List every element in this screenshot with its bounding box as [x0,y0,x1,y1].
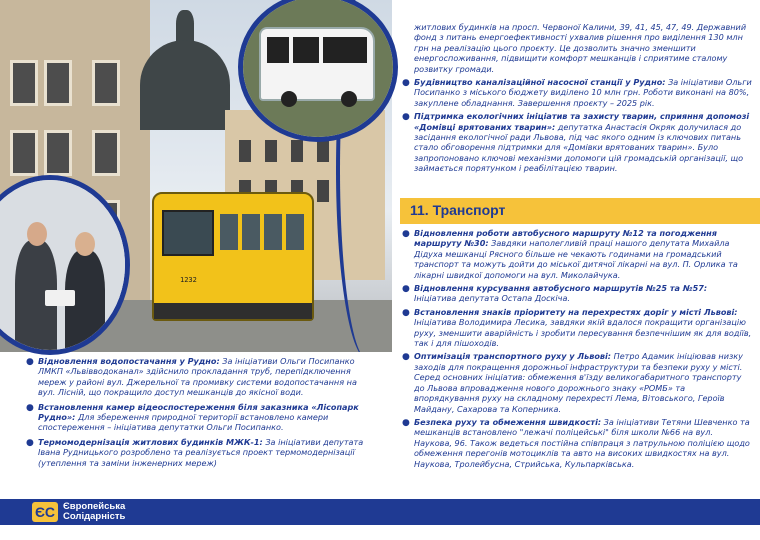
item-text: Завдяки наполегливій праці нашого депутата Михайла Дідуха мешканці Рясного більше не чекають годинами на громадський транспорт та можуть дойти до міської дитячої лікарні на вул. П. Орлика та лікарні швидкої допомоги на вул. Миколайчука. [414,238,738,280]
item-text: Для збереження природної території встановлено камери спостереження – ініціатива депутатки Ольги Посипанко. [38,412,329,433]
white-bus [259,27,375,101]
list-item [400,22,752,74]
item-heading: Безпека руху та обмеження швидкості: [414,416,602,427]
tram-windshield [162,210,214,256]
item-heading: Підтримка екологічних ініціатив та захисту тварин, сприяння допомозі «Домівці врятованих тварин»: [414,111,750,132]
item-heading: Відновлення курсування автобусного маршрутів №25 та №57: [414,283,708,294]
item-heading: Оптимізація транспортного руху у Львові: [414,351,612,362]
tram-number: 1232 [180,276,197,284]
item-text: За ініціативи Ольги Посипанко ЛМКП «Львівводоканал» здійснило прокладання труб, перепідключення мереж у районі вул. Джерельної та промивку системи водопостачання на вул. Лісній, що покращило доступ мешканців до якісної води. [38,356,357,398]
church-dome [140,40,230,130]
list-item: ● Термомодернізація житлових будинків МЖК-1: За ініціативи депутата Івана Рудницького розроблено та реалізується проект термомодернізації (утеплення та заміни інженерних мереж) [26,436,364,468]
party-name-line2: Солідарність [63,511,126,522]
list-item: ● Встановлення камер відеоспостереження біля заказника «Лісопарк Рудно»: Для збереження природної території встановлено камери спостереження – ініціатива депутатки Ольги Посипанко. [26,401,359,433]
item-text: Ініціатива депутата Остапа Доскіча. [414,293,570,304]
item-heading: Будівництво каналізаційної насосної станції у Рудно: [414,77,666,88]
dome-lantern [176,10,194,44]
right-top-list [400,22,752,177]
yellow-tram [152,192,314,321]
item-text: За ініціативи депутата Івана Рудницького розроблено та реалізується проект термомодернізації (утеплення та заміни інженерних мереж) [38,436,364,468]
item-heading: Відновлення роботи автобусного маршруту №12 та погодження маршруту №30: [414,228,717,249]
left-bullet-list [24,356,369,472]
people-photo [0,175,130,355]
party-name-line1: Європейська [63,501,126,512]
list-item: ● Відновлення роботи автобусного маршруту №12 та погодження маршруту №30: Завдяки наполегливій праці нашого депутата Михайла Дідуха мешканці Рясного більше не чекають годинами на громадський транспорт та можуть дойти до міської дитячої лікарні на вул. П. Орлика та лікарні швидкої допомоги на вул. Миколайчука. [402,228,738,280]
list-item: ● Безпека руху та обмеження швидкості: За ініціативи Тетяни Шевченко та мешканців встановлено "лежачі поліцейські" біля школи №66 на вул. Наукова, 96. Також ведеться постійна співпраця з патрульною поліцією щодо обмеження перегонів мотоциклів та авто на високих швидкостях на вул. Наукова, Тролейбусна, Стрийська, Кульпарківська. [402,416,750,469]
item-heading: Встановлення знаків пріоритету на перехрестях доріг у місті Львові: [414,306,738,317]
item-text: житлових будинків на просп. Червоної Калини, 39, 41, 45, 47, 49. Державний фонд з питань енергоефективності ухвалив рішення про виділення 130 млн грн на реалізацію цього проєкту. Це дозволить значно зменшити енергоспоживання, підвищити комфорт мешканців і сприятиме сталому розвитку громади. [414,22,747,74]
list-item: ● Встановлення знаків пріоритету на перехрестях доріг у місті Львові: Ініціатива Володимира Лесика, завдяки якій вдалося покращити організацію руху, зменшити аварійність і зробити пересування безпечнішим як для водіїв, так і для пішоходів. [402,306,752,349]
list-item: ● Підтримка екологічних ініціатив та захисту тварин, сприяння допомозі «Домівці врятованих тварин»: депутатка Анастасія Окряк долучилася до засідання екологічної ради Львова, під час якого одним із ключових питань стало обговорення підтримки для «Домівки врятованих тварин». Було запропоновано ключові механізми допомоги цій громадській організації, що займається порятунком і реабілітацією тварин. [402,111,750,174]
item-heading: Встановлення камер відеоспостереження біля заказника «Лісопарк Рудно»: [38,401,359,423]
list-item: ● Відновлення водопостачання у Рудно: За ініціативи Ольги Посипанко ЛМКП «Львівводоканал» здійснило прокладання труб, перепідключення мереж у районі вул. Джерельної та промивку системи водопостачання на вул. Лісній, що покращило доступ мешканців до якісної води. [26,356,357,398]
item-text: За ініціативи Тетяни Шевченко та мешканців встановлено "лежачі поліцейські" біля школи №66 на вул. Наукова, 96. Також ведеться постійна співпраця з патрульною поліцією щодо обмеження перегонів мотоциклів та авто на високих швидкостях на вул. Наукова, Тролейбусна, Стрийська, Кульпарківська. [414,416,750,469]
item-text: Петро Адамик ініціював низку заходів для покращення дорожньої інфраструктури та безпеки руху у місті. Серед основних ініціатив: обмеження в'їзду великогабаритного транспорту до Львова впровадження нового дорожнього знаку «РОМБ» та впорядкування руху на складному перехресті Лема, Вітовського, Героїв Майдану, Сахарова та Коперника. [414,351,743,414]
list-item: ● Будівництво каналізаційної насосної станції у Рудно: За ініціативи Ольги Посипанко з міського бюджету виділено 10 млн грн. Роботи виконані на 80%, закуплене обладнання. Завершення проєкту – 2025 рік. [402,77,752,108]
item-heading: Термомодернізація житлових будинків МЖК-1: [38,436,263,447]
section-title-bar [400,198,760,224]
item-text: депутатка Анастасія Окряк долучилася до засідання екологічної ради Львова, під час якого одним із ключових питань стало обговорення підтримки для «Домівки врятованих тварин». Було запропоновано ключові механізми допомоги цій громадській організації, що займається порятунком і реабілітацією тварин. [414,121,744,174]
list-item: ● Оптимізація транспортного руху у Львові: Петро Адамик ініціював низку заходів для покращення дорожньої інфраструктури та безпеки руху у місті. Серед основних ініціатив: обмеження в'їзду великогабаритного транспорту до Львова впровадження нового дорожнього знаку «РОМБ» та впорядкування руху на складному перехресті Лема, Вітовського, Героїв Майдану, Сахарова та Коперника. [402,351,743,414]
party-logo-icon: ЄС [32,502,58,522]
section-title: 11. Транспорт [410,202,506,218]
transport-list [400,228,752,472]
item-heading: Відновлення водопостачання у Рудно: [38,356,220,366]
bus-photo [238,0,398,142]
party-name [63,502,125,522]
item-text: За ініціативи Ольги Посипанко з міського бюджету виділено 10 млн грн. Роботи виконані на 80%, закуплене обладнання. Завершення проєкту – 2025 рік. [414,77,752,108]
list-item: ● Відновлення курсування автобусного маршрутів №25 та №57: Ініціатива депутата Остапа Доскіча. [402,283,708,304]
item-text: Ініціатива Володимира Лесика, завдяки якій вдалося покращити організацію руху, зменшити аварійність і зробити пересування безпечнішим як для водіїв, так і для пішоходів. [414,317,752,349]
